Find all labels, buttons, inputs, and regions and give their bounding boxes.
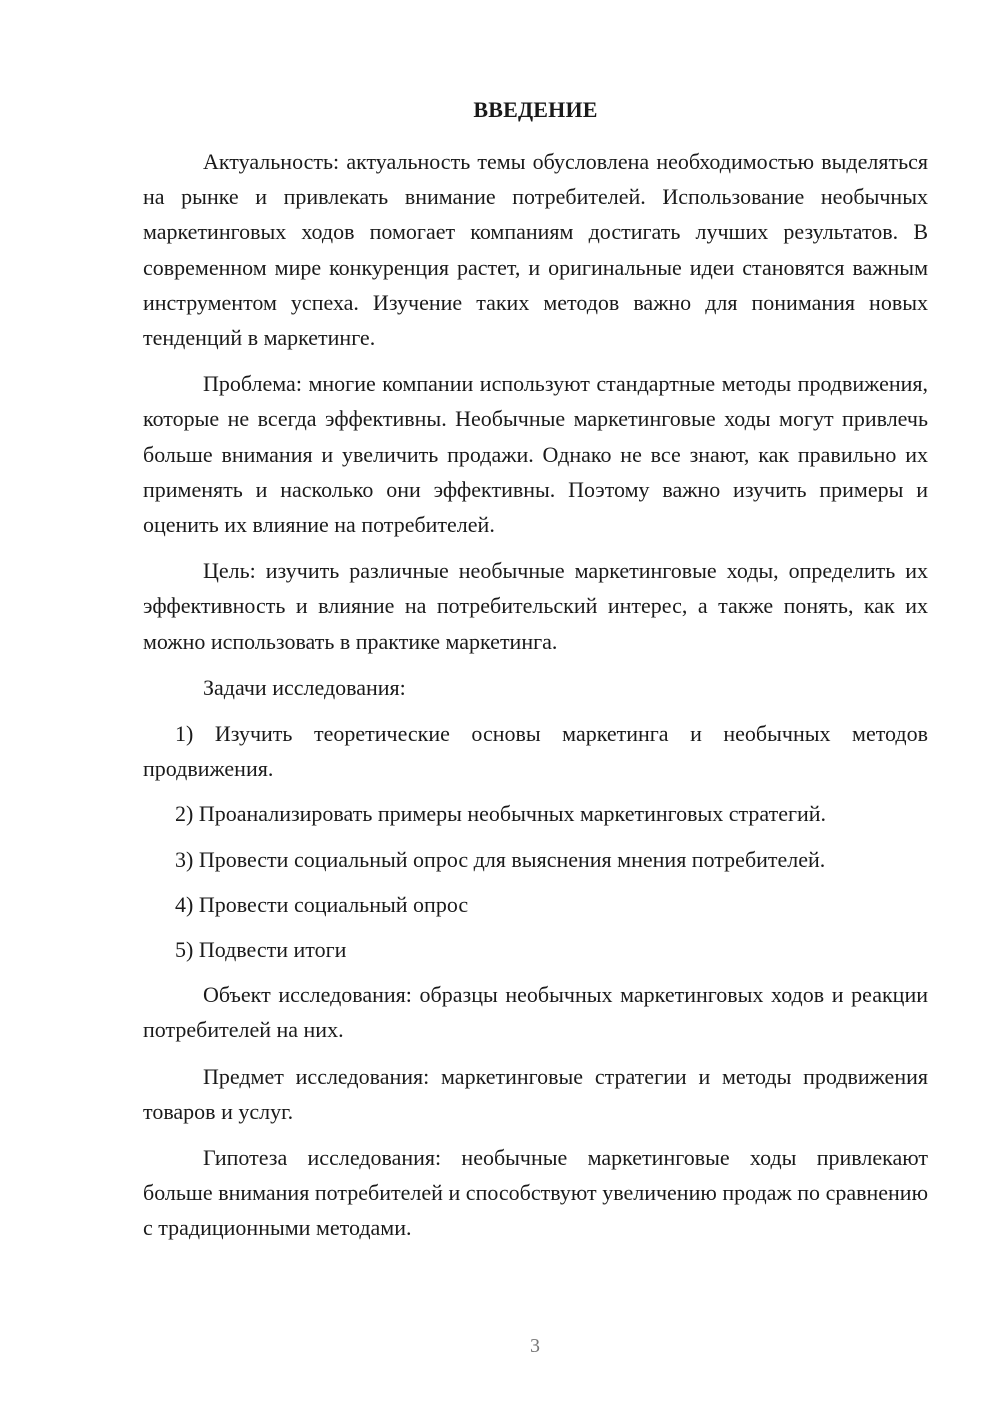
paragraph-hypothesis: Гипотеза исследования: необычные маркетинговые ходы привлекают больше внимания потребителей и способствуют увеличению продаж по сравнению с традиционными методами. [143,1145,928,1241]
tasks-heading: Задачи исследования: [203,674,406,700]
paragraph-problem: Проблема: многие компании используют стандартные методы продвижения, которые не всегда эффективны. Необычные маркетинговые ходы могут привлечь больше внимания и увеличить продажи. Однако не все знают, как правильно их применять и насколько они эффективны. Поэтому важно изучить примеры и оценить их влияние на потребителей. [143,371,928,538]
paragraph-relevance: Актуальность: актуальность темы обусловлена необходимостью выделяться на рынке и привлекать внимание потребителей. Использование необычных маркетинговых ходов помогает компаниям достигать лучших результатов. В современном мире конкуренция растет, и оригинальные идеи становятся важным инструментом успеха. Изучение таких методов важно для понимания новых тенденций в маркетинге. [143,149,928,351]
list-item: 5) Подвести итоги [175,937,347,963]
paragraph-object: Объект исследования: образцы необычных маркетинговых ходов и реакции потребителей на них. [143,982,928,1043]
page-title: ВВЕДЕНИЕ [473,97,598,122]
document-page [143,96,928,1257]
tasks-list [143,716,928,967]
paragraph-subject: Предмет исследования: маркетинговые стратегии и методы продвижения товаров и услуг. [143,1063,928,1124]
paragraph-goal: Цель: изучить различные необычные маркетинговые ходы, определить их эффективность и влияние на потребительский интерес, а также понять, как их можно использовать в практике маркетинга. [143,558,928,654]
list-item: 1) Изучить теоретические основы маркетинга и необычных методов продвижения. [143,721,928,782]
list-item: 2) Проанализировать примеры необычных маркетинговых стратегий. [175,801,827,827]
list-item: 3) Провести социальный опрос для выяснения мнения потребителей. [175,846,826,872]
page-number: 3 [530,1335,540,1357]
list-item: 4) Провести социальный опрос [175,891,469,917]
